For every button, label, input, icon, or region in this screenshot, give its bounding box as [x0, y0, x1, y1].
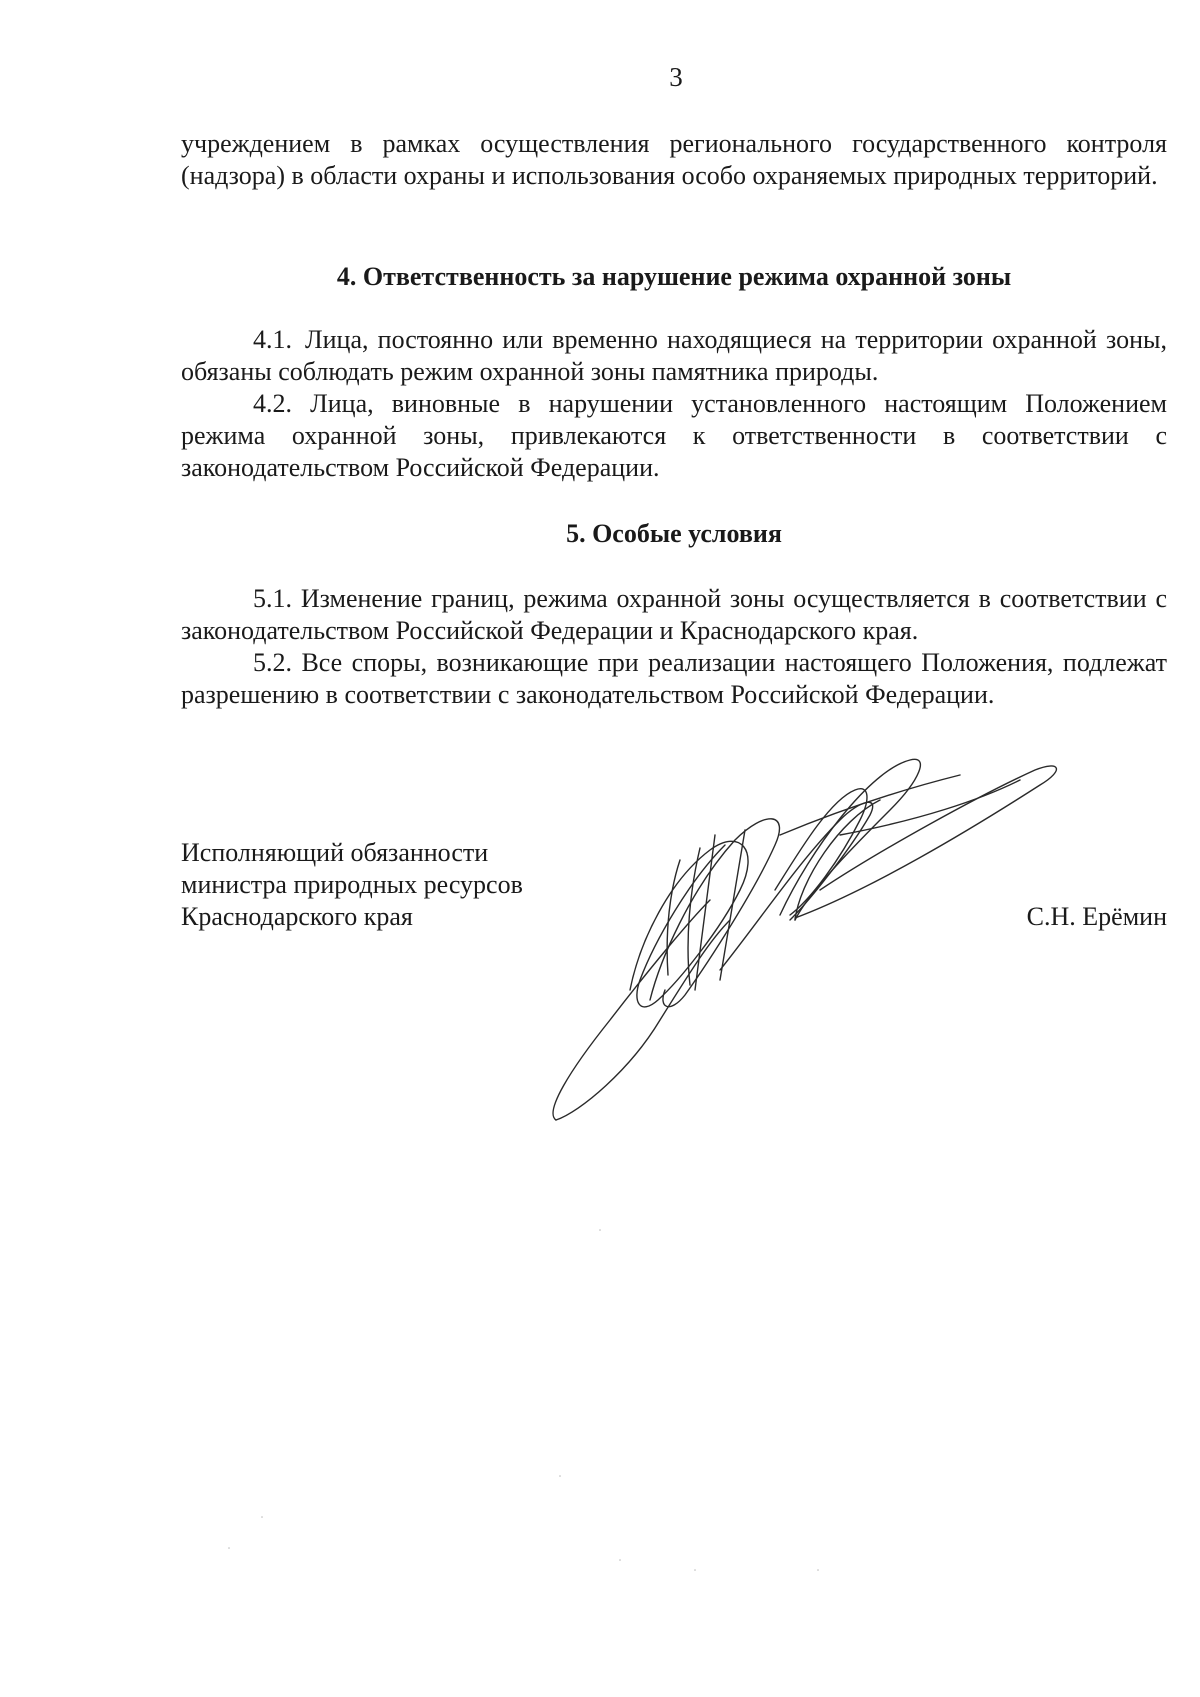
section-4-body — [181, 324, 1167, 484]
section-4-heading: 4. Ответственность за нарушение режима охранной зоны — [336, 262, 1012, 291]
signatory-position-line-3: Краснодарского края — [181, 902, 413, 931]
paragraph-5-1: 5.1. Изменение границ, режима охранной зоны осуществляется в соответствии с законодательством Российской Федерации и Краснодарского края. — [181, 584, 1167, 645]
signatory-position — [181, 837, 601, 933]
intro-paragraph: учреждением в рамках осуществления регионального государственного контроля (надзора) в области охраны и использования особо охраняемых природных территорий. — [181, 129, 1167, 190]
paragraph-4-2: 4.2. Лица, виновные в нарушении установленного настоящим Положением режима охранной зоны, привлекаются к ответственности в соответствии с законодательством Российской Федерации. — [181, 389, 1167, 482]
paragraph-5-2: 5.2. Все споры, возникающие при реализации настоящего Положения, подлежат разрешению в соответствии с законодательством Российской Федерации. — [181, 648, 1167, 709]
section-5-body — [181, 583, 1167, 711]
signatory-position-line-1: Исполняющий обязанности — [181, 838, 489, 867]
signatory-name: С.Н. Ерёмин — [1026, 902, 1167, 931]
intro-paragraph-block — [181, 128, 1167, 192]
section-5-heading: 5. Особые условия — [566, 519, 782, 548]
signatory-position-line-2: министра природных ресурсов — [181, 870, 523, 899]
handwritten-signature — [540, 740, 1140, 1130]
paragraph-4-1: 4.1. Лица, постоянно или временно находящиеся на территории охранной зоны, обязаны соблюдать режим охранной зоны памятника природы. — [181, 325, 1167, 386]
page-number: 3 — [669, 62, 683, 92]
